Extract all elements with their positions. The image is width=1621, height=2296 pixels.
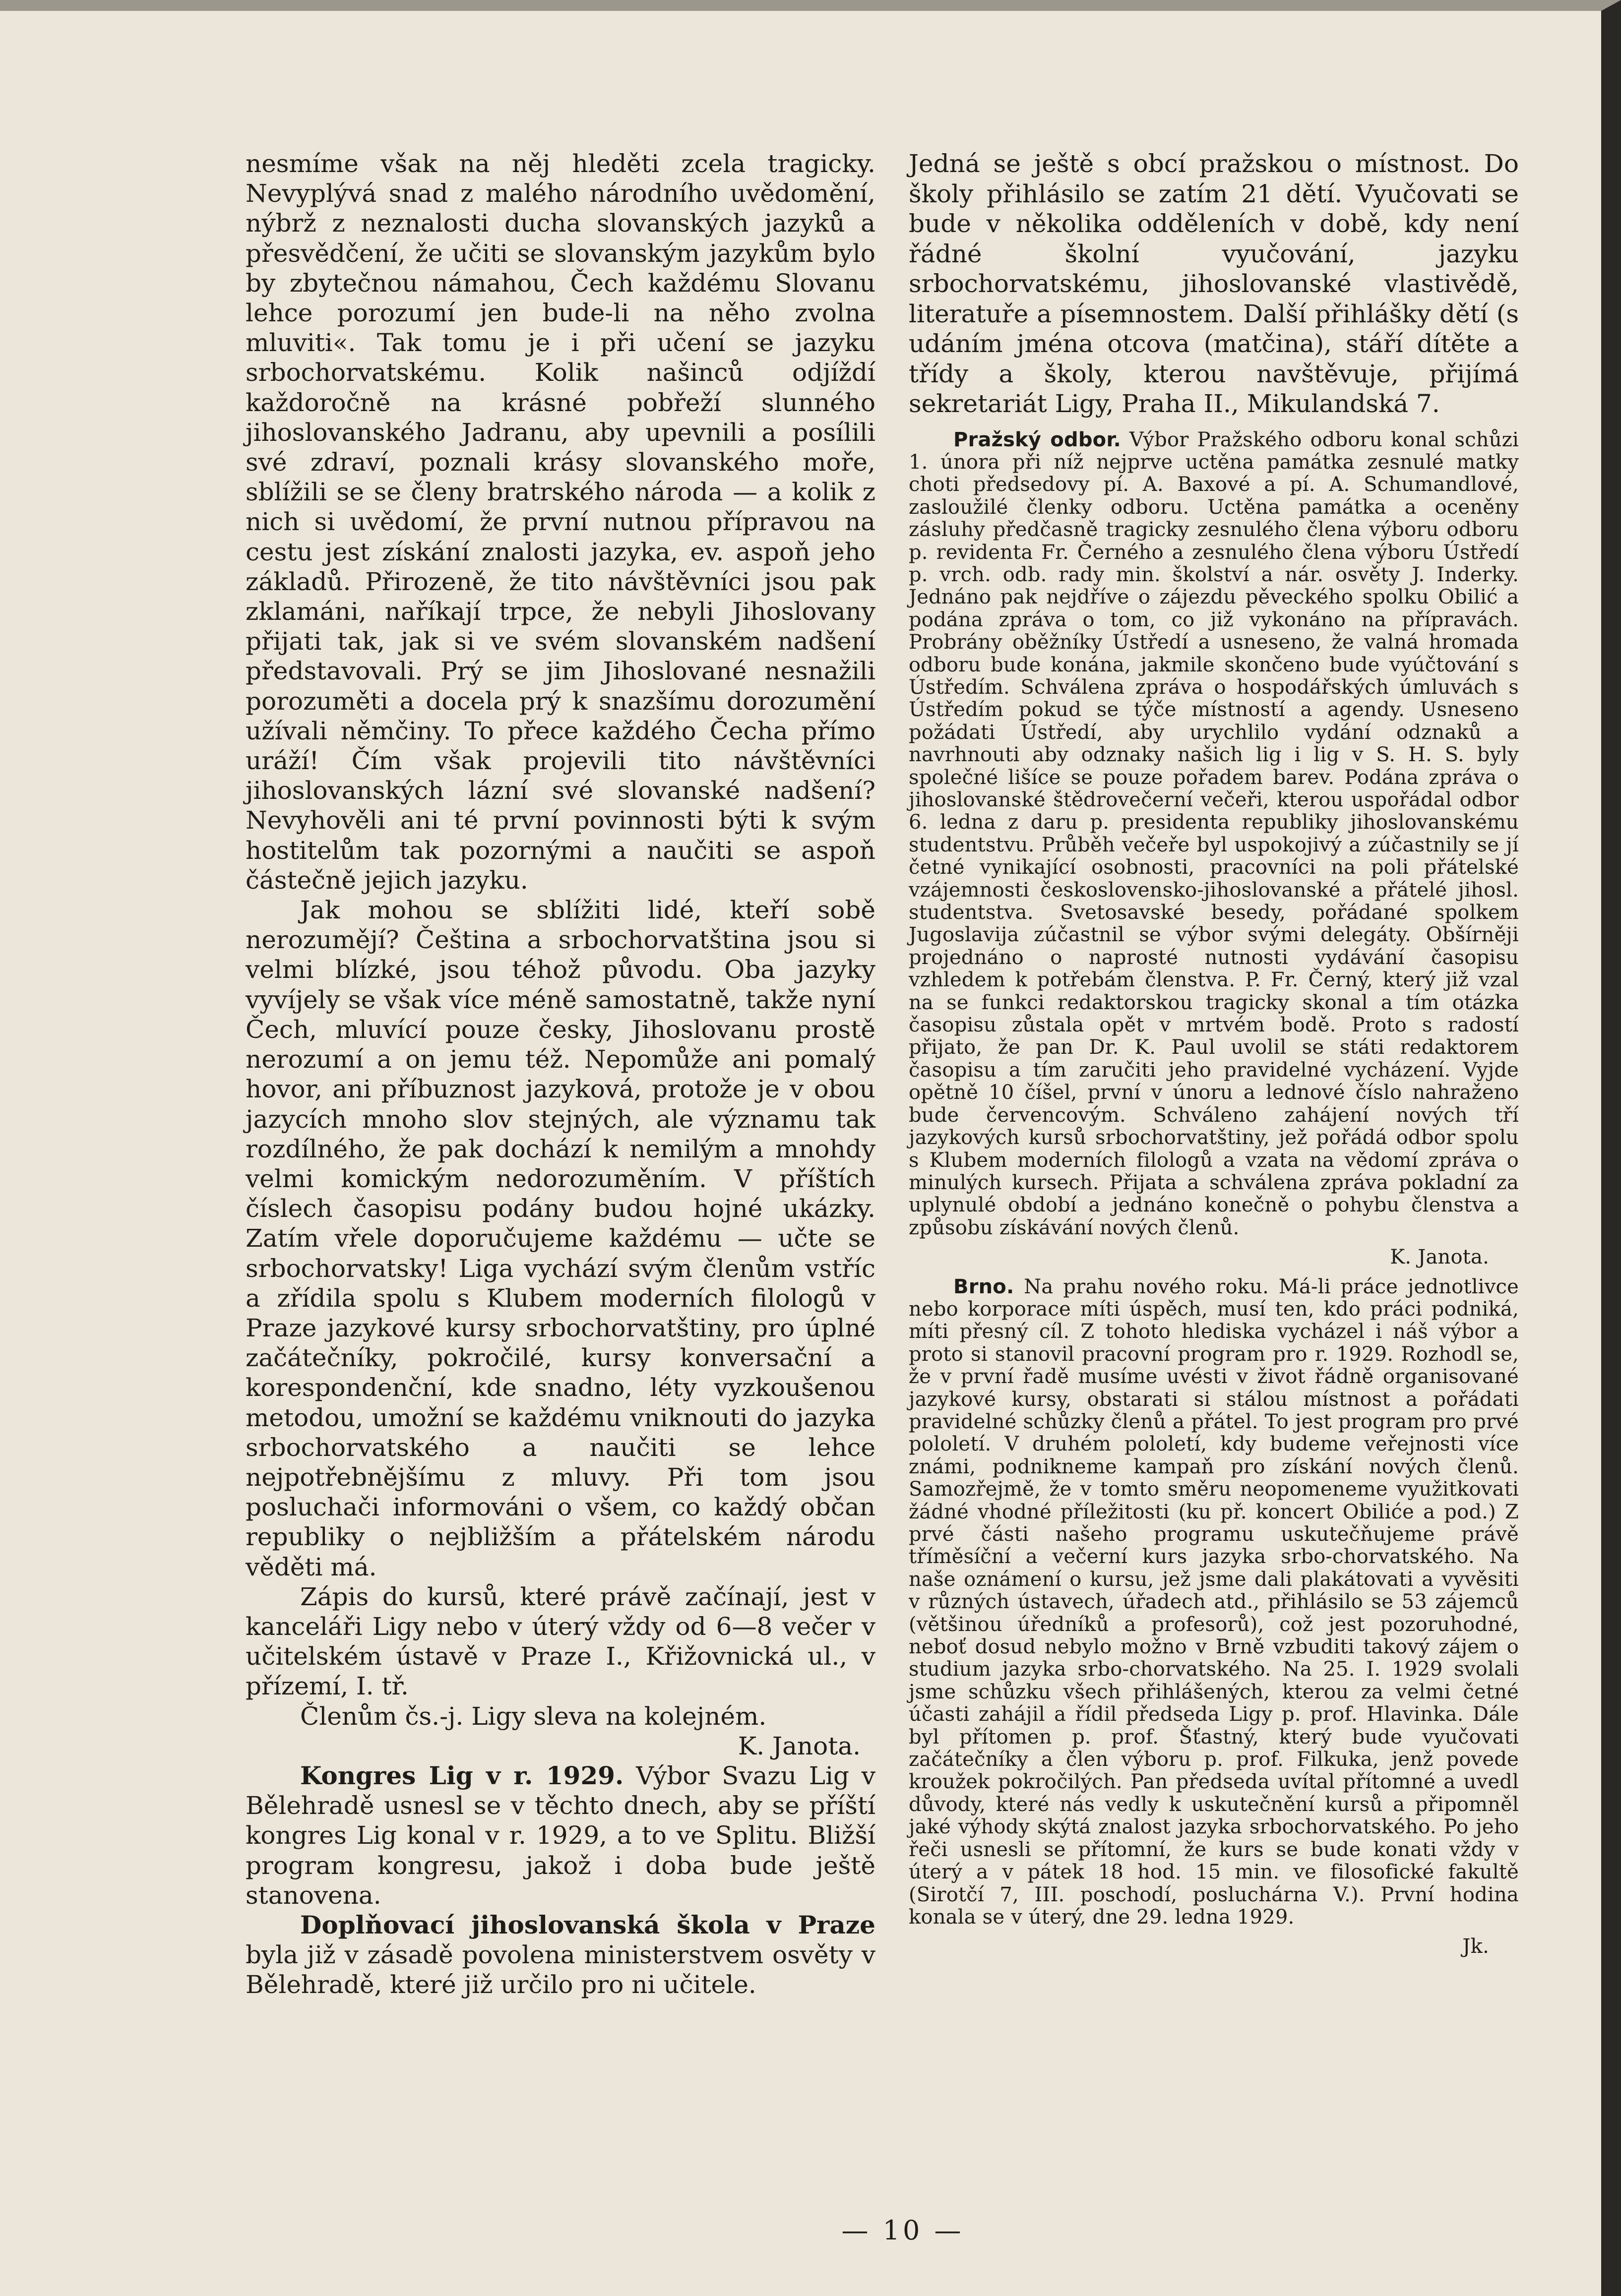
skola-article [246, 1910, 875, 2000]
right-paragraph-1: Jedná se ještě s obcí pražskou o místnost. Do školy přihlásilo se zatím 21 dětí. Vyučovati se bude v několika odděleních v době, kdy není řádné školní vyučování, jazyku srbochorvatskému, jihoslovanské vlastivědě, literatuře a písemnostem. Další přihlášky dětí (s udáním jména otcova (matčina), stáří dítěte a třídy a školy, kterou navštěvuje, přijímá sekretariát Ligy, Praha II., Mikulandská 7. [909, 149, 1519, 418]
prazsky-odbor-body: Výbor Pražského odboru konal schůzi 1. února při níž nejprve uctěna památka zesnulé matky choti předsedovy pí. A. Baxové a pí. A. Schumandlové, zasloužilé členky odboru. Uctěna památka a oceněny zásluhy předčasně tragicky zesnulého člena výboru odboru p. revidenta Fr. Černého a zesnulého člena výboru Ústředí p. vrch. odb. rady min. školství a nár. osvěty J. Inderky. Jednáno pak nejdříve o zájezdu pěveckého spolku Obilić a podána zpráva o tom, co již vykonáno na přípravách. Probrány oběžníky Ústředí a usneseno, že valná hromada odboru bude konána, jakmile skončeno bude vyúčtování s Ústředím. Schválena zpráva o hospodářských úmluvách s Ústředím pokud se týče místností a agendy. Usneseno požádati Ústředí, aby urychlilo vydání odznaků a navrhnouti aby odznaky našich lig i lig v S. H. S. byly společné lišíce se pouze pořadem barev. Podána zpráva o jihoslovanské štědrovečerní večeři, kterou uspořádal odbor 6. ledna z daru p. presidenta republiky jihoslovanskému studentstvu. Průběh večeře byl uspokojivý a zúčastnily se jí četné vynikající osobnosti, pracovníci na poli přátelské vzájemnosti československo-jihoslovanské a přátelé jihosl. studentstva. Svetosavské besedy, pořádané spolkem Jugoslavija zúčastnil se výbor svými delegáty. Obšírněji projednáno o naprosté nutnosti vydávání časopisu vzhledem k potřebám členstva. P. Fr. Černý, který již vzal na se funkci redaktorskou tragicky skonal a tím otázka časopisu zůstala opět v mrtvém bodě. Proto s radostí přijato, že pan Dr. K. Paul uvolil se státi redaktorem časopisu a tím zaručiti jeho pravidelné vycházení. Vyjde opětně 10 číšel, první v únoru a lednové číslo nahraženo bude červencovým. Schváleno zahájení nových tří jazykových kursů srbochorvatštiny, jež pořádá odbor spolu s Klubem moderních filologů a vzata na vědomí zpráva o minulých kursech. Přijata a schválena zpráva pokladní za uplynulé období a jednáno konečně o pohybu členstva a způsobu získávání nových členů. [909, 428, 1519, 1239]
prazsky-odbor-signature: K. Janota. [1390, 1246, 1489, 1269]
brno-heading: Brno. [953, 1275, 1014, 1298]
kongres-article [246, 1761, 875, 1910]
left-paragraph-3: Zápis do kursů, které právě začínají, jest v kanceláři Ligy nebo v úterý vždy od 6—8 večer v učitelském ústavě v Praze I., Křižovnická ul., v přízemí, I. tř. [246, 1582, 875, 1701]
prazsky-odbor-heading: Pražský odbor. [953, 428, 1121, 451]
prazsky-odbor-report [909, 429, 1519, 1240]
left-paragraph-2: Jak mohou se sblížiti lidé, kteří sobě nerozumějí? Čeština a srbochorvatština jsou si velmi blízké, jsou téhož původu. Oba jazyky vyvíjely se však více méně samostatně, takže nyní Čech, mluvící pouze česky, Jihoslovanu prostě nerozumí a on jemu též. Nepomůže ani pomalý hovor, ani příbuznost jazyková, protože je v obou jazycích mnoho slov stejných, ale významu tak rozdílného, že pak dochází k nemilým a mnohdy velmi komickým nedorozuměním. V příštích číslech časopisu podány budou hojné ukázky. Zatím vřele doporučujeme každému — učte se srbochorvatsky! Liga vychází svým členům vstříc a zřídila spolu s Klubem moderních filologů v Praze jazykové kursy srbochorvatštiny, pro úplné začátečníky, pokročilé, kursy konversační a korespondenční, kde snadno, léty vyzkoušenou metodou, umožní se každému vniknouti do jazyka srbochorvatského a naučiti se lehce nejpotřebnějšímu z mluvy. Při tom jsou posluchači informováni o všem, co každý občan republiky o nejbližším a přátelském národu věděti má. [246, 896, 875, 1581]
left-signature: K. Janota. [738, 1731, 861, 1760]
brno-report [909, 1276, 1519, 1929]
skola-heading: Doplňovací jihoslovanská škola v Praze [300, 1910, 875, 1939]
brno-signature: Jk. [1462, 1935, 1489, 1958]
left-column [246, 149, 875, 2000]
right-column [909, 149, 1519, 1958]
skola-body: byla již v zásadě povolena ministerstvem osvěty v Bělehradě, které již určilo pro ni učitele. [246, 1940, 875, 1999]
brno-body: Na prahu nového roku. Má-li práce jednotlivce nebo korporace míti úspěch, musí ten, kdo práci podniká, míti přesný cíl. Z tohoto hlediska vycházel i náš výbor a proto si stanovil pracovní program pro r. 1929. Rozhodl se, že v první řadě musíme uvésti v život řádně organisované jazykové kursy, obstarati si stálou místnost a pořádati pravidelné schůzky členů a přátel. To jest program pro prvé pololetí. V druhém pololetí, kdy budeme veřejnosti více známi, podnikneme kampaň pro získání nových členů. Samozřejmě, že v tomto směru neopomeneme využitkovati žádné vhodné příležitosti (ku př. koncert Obiliće a pod.) Z prvé části našeho programu uskutečňujeme právě tříměsíční a večerní kurs jazyka srbo-chorvatského. Na naše oznámení o kursu, jež jsme dali plakátovati a vyvěsiti v různých ústavech, úřadech atd., přihlásilo se 53 zájemců (většinou úředníků a profesorů), což jest pozoruhodné, neboť dosud nebylo možno v Brně vzbuditi takový zájem o studium jazyka srbo-chorvatského. Na 25. I. 1929 svolali jsme schůzku všech přihlášených, kterou za velmi četné účasti zahájil a řídil předseda Ligy p. prof. Hlavinka. Dále byl přítomen p. prof. Šťastný, který bude vyučovati začátečníky a člen výboru p. prof. Filkuka, jenž povede kroužek pokročilých. Pan předseda uvítal přítomné a uvedl důvody, které nás vedly k uskutečnění kursů a připomněl jaké výhody skýtá znalost jazyka srbochorvatského. Po jeho řeči usnesli se přítomní, že kurs se bude konati vždy v úterý a v pátek 18 hod. 15 min. ve filosofické fakultě (Sirotčí 7, III. poschodí, posluchárna V.). První hodina konala se v úterý, dne 29. ledna 1929. [909, 1275, 1519, 1929]
kongres-heading: Kongres Lig v r. 1929. [300, 1760, 624, 1790]
page-number: — 10 — [841, 2215, 964, 2246]
left-paragraph-1: nesmíme však na něj hleděti zcela tragicky. Nevyplývá snad z malého národního uvědomění, nýbrž z neznalosti ducha slovanských jazyků a přesvědčení, že učiti se slovanským jazykům bylo by zbytečnou námahou, Čech každému Slovanu lehce porozumí jen bude-li na něho zvolna mluviti«. Tak tomu je i při učení se jazyku srbochorvatskému. Kolik našinců odjíždí každoročně na krásné pobřeží slunného jihoslovanského Jadranu, aby upevnili a posílili své zdraví, poznali krásy slovanského moře, sblížili se se členy bratrského národa — a kolik z nich si uvědomí, že první nutnou přípravou na cestu jest získání znalosti jazyka, ev. aspoň jeho základů. Přirozeně, že tito návštěvníci jsou pak zklamáni, naříkají trpce, že nebyli Jihoslovany přijati tak, jak si ve svém slovanském nadšení představovali. Prý se jim Jihoslované nesnažili porozuměti a docela prý k snazšímu dorozumění užívali němčiny. To přece každého Čecha přímo uráží! Čím však projevili tito návštěvníci jihoslovanských lázní své slovanské nadšení? Nevyhověli ani té první povinnosti býti k svým hostitelům tak pozornými a naučiti se aspoň částečně jejich jazyku. [246, 149, 875, 895]
left-paragraph-4: Členům čs.-j. Ligy sleva na kolejném. [300, 1701, 767, 1731]
kongres-body: Výbor Svazu Lig v Bělehradě usnesl se v těchto dnech, aby se příští kongres Lig konal v r. 1929, a to ve Splitu. Bližší program kongresu, jakož i doba bude ještě stanovena. [246, 1761, 875, 1910]
